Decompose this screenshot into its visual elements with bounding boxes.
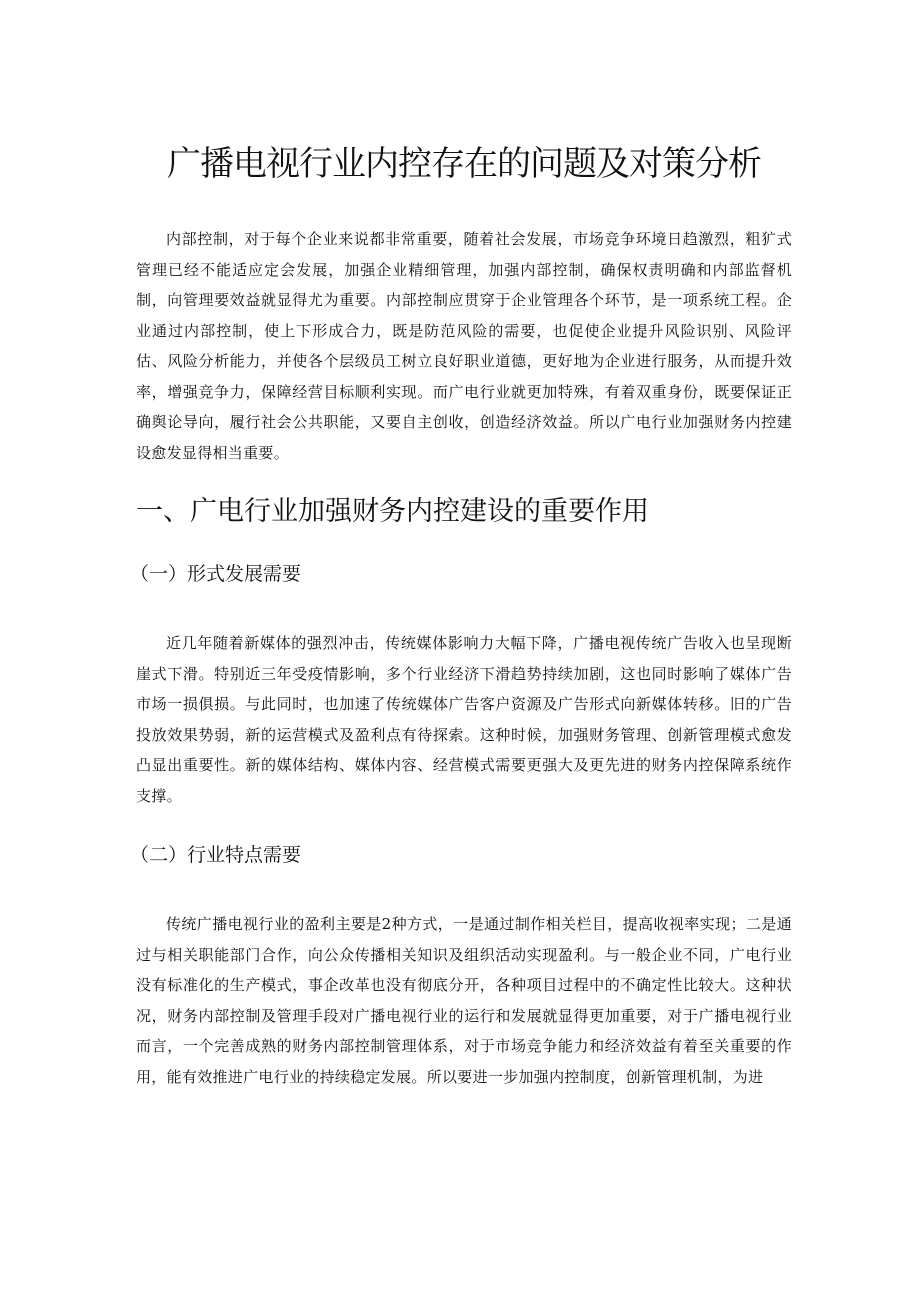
section-1-heading: 一、广电行业加强财务内控建设的重要作用 [136,496,649,527]
intro-paragraph: 内部控制，对于每个企业来说都非常重要，随着社会发展，市场竞争环境日趋激烈，粗犷式管理已经不能适应定会发展，加强企业精细管理，加强内部控制，确保权责明确和内部监督机制，向管理要效益就显得尤为重要。内部控制应贯穿于企业管理各个环节，是一项系统工程。企业通过内部控制，使上下形成合力，既是防范风险的需要，也促使企业提升风险识别、风险评估、风险分析能力，并使各个层级员工树立良好职业道德，更好地为企业进行服务，从而提升效率，增强竞争力，保障经营目标顺利实现。而广电行业就更加特殊，有着双重身份，既要保证正确舆论导向，履行社会公共职能，又要自主创收，创造经济效益。所以广电行业加强财务内控建设愈发显得相当重要。 [136,230,792,462]
subsection-2-paragraph: 传统广播电视行业的盈利主要是2种方式，一是通过制作相关栏目，提高收视率实现；二是通过与相关职能部门合作，向公众传播相关知识及组织活动实现盈利。与一般企业不同，广电行业没有标准化的生产模式，事企改革也没有彻底分开，各种项目过程中的不确定性比较大。这种状况，财务内部控制及管理手段对广播电视行业的运行和发展就显得更加重要，对于广播电视行业而言，一个完善成熟的财务内部控制管理体系，对于市场竞争能力和经济效益有着至关重要的作用，能有效推进广电行业的持续稳定发展。所以要进一步加强内控制度，创新管理机制，为进 [136,915,792,1086]
subsection-1-heading: （一）形式发展需要 [130,563,302,585]
subsection-2-heading: （二）行业特点需要 [130,844,302,866]
subsection-1-paragraph: 近几年随着新媒体的强烈冲击，传统媒体影响力大幅下降，广播电视传统广告收入也呈现断崖式下滑。特别近三年受疫情影响，多个行业经济下滑趋势持续加剧，这也同时影响了媒体广告市场一损俱损。与此同时，也加速了传统媒体广告客户资源及广告形式向新媒体转移。旧的广告投放效果势弱，新的运营模式及盈利点有待探索。这种时候，加强财务管理、创新管理模式愈发凸显出重要性。新的媒体结构、媒体内容、经营模式需要更强大及更先进的财务内控保障系统作支撑。 [136,634,792,805]
document-title: 广播电视行业内控存在的问题及对策分析 [167,144,761,184]
